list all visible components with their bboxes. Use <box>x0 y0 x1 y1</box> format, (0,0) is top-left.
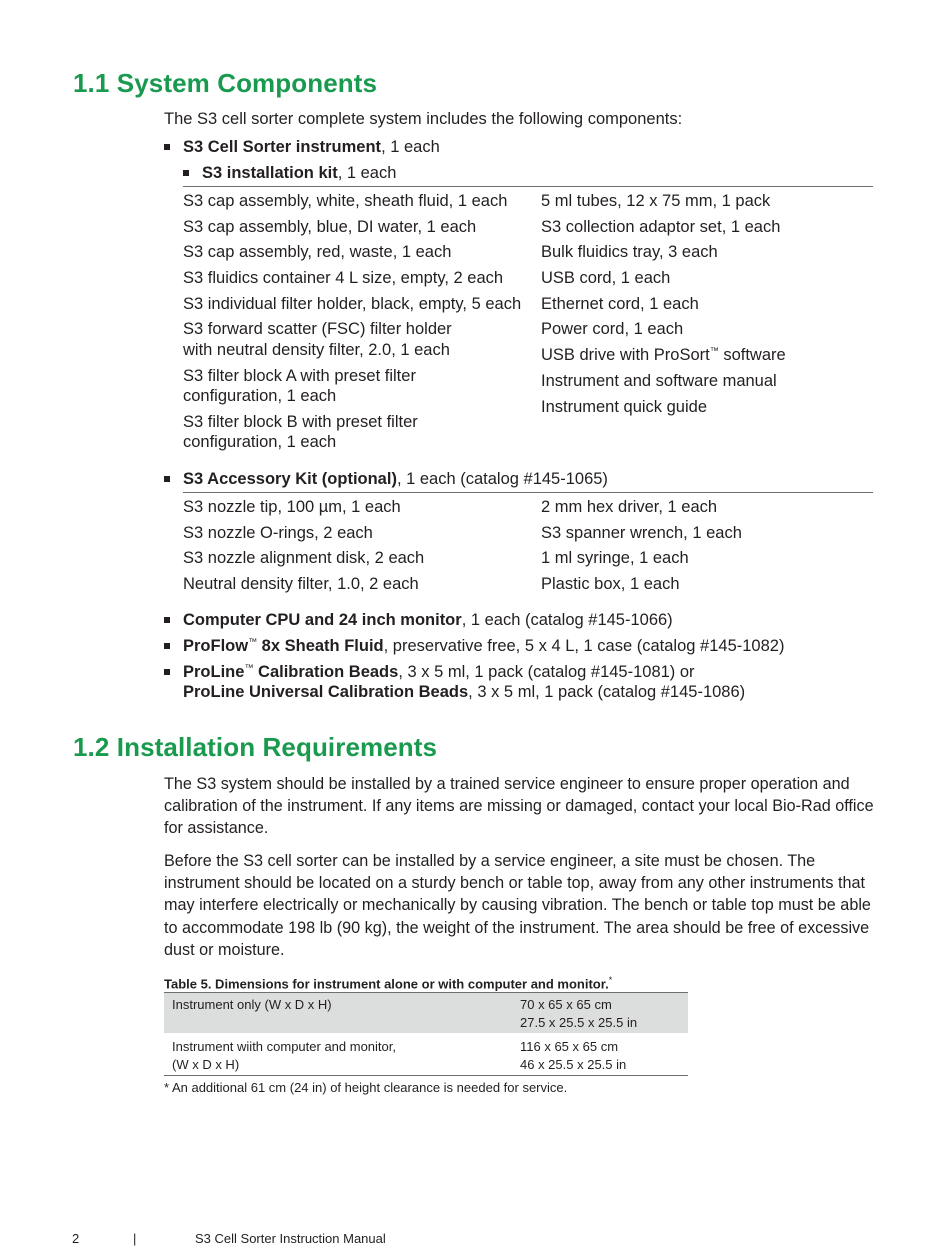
bullet-computer-rest: , 1 each (catalog #145-1066) <box>461 611 673 629</box>
bullet-square-icon <box>183 170 189 176</box>
bullet-computer <box>164 610 673 630</box>
bullet-install-kit-bold: S3 installation kit <box>202 164 338 182</box>
bullet-accessory-kit-bold: S3 Accessory Kit (optional) <box>183 470 397 488</box>
install-kit-rule <box>183 186 873 187</box>
list-item: Instrument and software manual <box>541 371 777 390</box>
bullet-instrument-bold: S3 Cell Sorter instrument <box>183 138 382 156</box>
bullet-install-kit <box>183 163 396 183</box>
section-title-installation-requirements: 1.2 Installation Requirements <box>73 732 438 762</box>
list-item: S3 cap assembly, blue, DI water, 1 each <box>183 217 477 236</box>
list-item: Power cord, 1 each <box>541 320 684 339</box>
trademark-mark: ™ <box>244 662 254 673</box>
list-item: S3 filter block B with preset filter configuration, 1 each <box>183 412 418 452</box>
bullet-square-icon <box>164 643 170 649</box>
bullet-square-icon <box>164 476 170 482</box>
dimensions-table <box>164 992 688 1076</box>
table-row <box>164 1033 688 1075</box>
bullet-square-icon <box>164 144 170 150</box>
list-item: Ethernet cord, 1 each <box>541 294 699 313</box>
footer-separator: | <box>133 1231 137 1246</box>
list-item: Plastic box, 1 each <box>541 575 680 594</box>
list-item: S3 spanner wrench, 1 each <box>541 523 742 542</box>
list-item: Bulk fluidics tray, 3 each <box>541 243 718 262</box>
accessory-kit-rule <box>183 492 873 493</box>
table-caption <box>164 975 612 991</box>
list-item: S3 fluidics container 4 L size, empty, 2 each <box>183 269 504 288</box>
bullet-square-icon <box>164 617 170 623</box>
table-cell-label-unit: (W x D x H) <box>172 1057 240 1072</box>
accessory-kit-right-column <box>541 497 881 600</box>
bullet-accessory-kit <box>164 469 608 489</box>
bullet-calibration-beads <box>164 662 883 702</box>
table-cell-imperial: 27.5 x 25.5 x 25.5 in <box>520 1015 638 1030</box>
list-item: S3 individual filter holder, black, empty, 5 each <box>183 294 522 313</box>
beads-bold: Calibration Beads <box>253 663 399 681</box>
list-item: S3 forward scatter (FSC) filter holder with neutral density filter, 2.0, 1 each <box>183 320 452 359</box>
list-item: 1 ml syringe, 1 each <box>541 549 689 568</box>
list-item: USB cord, 1 each <box>541 269 671 288</box>
bullet-computer-bold: Computer CPU and 24 inch monitor <box>183 611 462 629</box>
list-item: S3 filter block A with preset filter configuration, 1 each <box>183 366 416 406</box>
list-item: S3 nozzle alignment disk, 2 each <box>183 549 425 568</box>
beads-rest: , 3 x 5 ml, 1 pack (catalog #145-1081) or <box>398 663 695 681</box>
sheath-rest: , preservative free, 5 x 4 L, 1 case (catalog #145-1082) <box>383 637 785 655</box>
table-footnote: * An additional 61 cm (24 in) of height clearance is needed for service. <box>164 1080 568 1095</box>
accessory-kit-left-column <box>183 497 533 600</box>
section-title-system-components: 1.1 System Components <box>73 68 378 98</box>
install-kit-left-column <box>183 191 533 458</box>
table-cell-metric: 70 x 65 x 65 cm <box>520 997 612 1012</box>
installation-paragraph-1: The S3 system should be installed by a trained service engineer to ensure proper operation and calibration of the instrument. If any items are missing or damaged, contact your local Bio-Rad office for assistance. <box>164 775 874 838</box>
list-item: 5 ml tubes, 12 x 75 mm, 1 pack <box>541 192 771 210</box>
list-item: S3 collection adaptor set, 1 each <box>541 217 781 236</box>
beads-universal-bold: ProLine Universal Calibration Beads <box>183 683 469 701</box>
table-cell-label: Instrument wiith computer and monitor, <box>172 1039 396 1054</box>
table-caption-text: Table 5. Dimensions for instrument alone or with computer and monitor. <box>164 976 609 992</box>
table-caption-mark: * <box>608 975 613 985</box>
list-item: 2 mm hex driver, 1 each <box>541 498 718 516</box>
sheath-brand: ProFlow <box>183 637 249 655</box>
list-item: S3 nozzle tip, 100 µm, 1 each <box>183 498 401 516</box>
table-cell-metric: 116 x 65 x 65 cm <box>520 1039 619 1054</box>
list-item: S3 cap assembly, white, sheath fluid, 1 each <box>183 192 508 210</box>
table-cell-imperial: 46 x 25.5 x 25.5 in <box>520 1057 627 1072</box>
list-item: USB drive with ProSort™ software <box>541 345 786 365</box>
installation-paragraph-2: Before the S3 cell sorter can be installed by a service engineer, a site must be chosen. The instrument should be located on a sturdy bench or table top, away from any other instruments that may interfere electrically or mechanically by causing vibration. The bench or table top must be able to accommodate 198 lb (90 kg), the weight of the instrument. The area should be free of excessive dust or moisture. <box>164 852 871 959</box>
list-item: Instrument quick guide <box>541 397 708 416</box>
beads-universal-rest: , 3 x 5 ml, 1 pack (catalog #145-1086) <box>468 683 746 701</box>
bullet-sheath-fluid <box>164 636 883 656</box>
install-kit-right-column <box>541 191 881 422</box>
bullet-instrument-rest: , 1 each <box>381 138 440 156</box>
page-number: 2 <box>72 1231 80 1246</box>
bullet-install-kit-rest: , 1 each <box>337 164 397 182</box>
table-bottom-rule <box>164 1075 688 1076</box>
bullet-square-icon <box>164 669 170 675</box>
footer-manual-title: S3 Cell Sorter Instruction Manual <box>195 1231 386 1246</box>
beads-brand: ProLine <box>183 663 245 681</box>
bullet-accessory-kit-rest: , 1 each (catalog #145-1065) <box>396 470 608 488</box>
list-item: S3 cap assembly, red, waste, 1 each <box>183 243 452 262</box>
intro-text: The S3 cell sorter complete system includes the following components: <box>164 110 683 128</box>
trademark-mark: ™ <box>248 636 258 647</box>
table-cell-label: Instrument only (W x D x H) <box>172 997 332 1012</box>
sheath-bold: 8x Sheath Fluid <box>257 637 384 655</box>
bullet-instrument <box>164 137 440 157</box>
table-row <box>164 993 688 1033</box>
list-item: S3 nozzle O-rings, 2 each <box>183 523 373 542</box>
list-item: Neutral density filter, 1.0, 2 each <box>183 575 419 594</box>
